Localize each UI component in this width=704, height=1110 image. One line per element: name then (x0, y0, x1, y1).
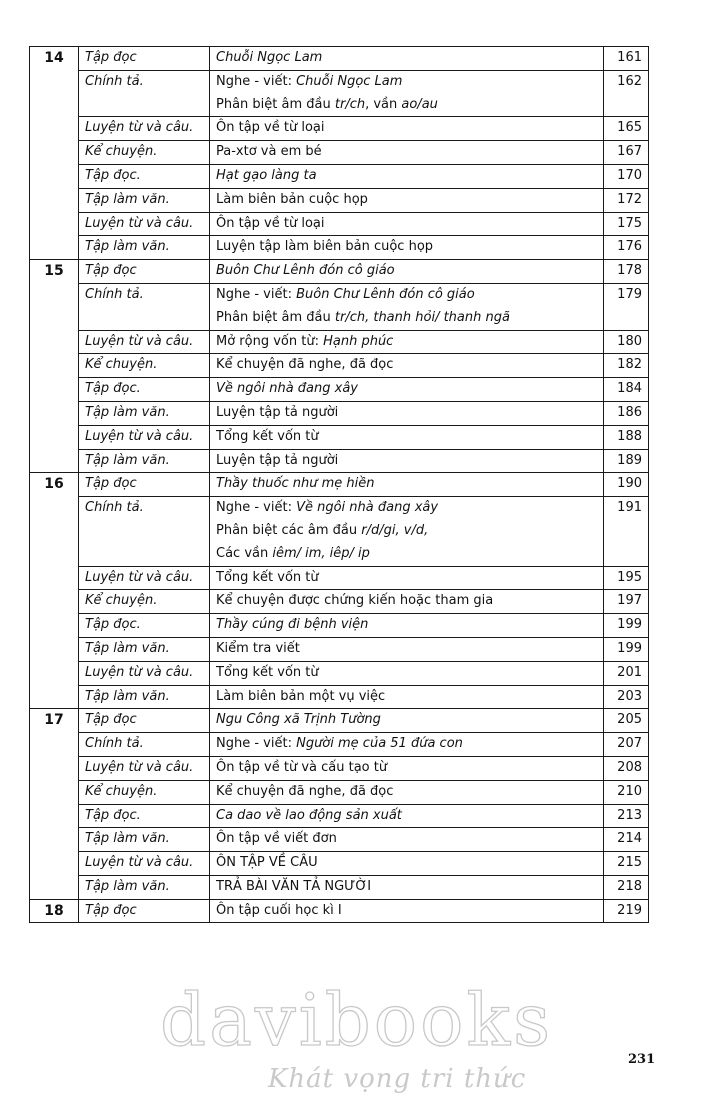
page-ref-cell: 219 (604, 899, 649, 923)
lesson-line (216, 189, 597, 212)
table-row (30, 260, 649, 284)
page-ref-cell: 195 (604, 566, 649, 590)
lesson-text: Luyện tập làm biên bản cuộc họp (216, 239, 434, 255)
page-ref-cell: 203 (604, 685, 649, 709)
lesson-line (216, 590, 597, 613)
lesson-text: Nghe - viết: (216, 500, 297, 516)
table-row (30, 899, 649, 923)
lesson-line (216, 757, 597, 780)
lesson-cell (210, 733, 604, 757)
lesson-cell (210, 449, 604, 473)
week-number: 18 (30, 899, 79, 923)
table-row (30, 212, 649, 236)
lesson-text: Thầy cúng đi bệnh viện (216, 617, 369, 633)
subject-cell: Chính tả. (79, 733, 210, 757)
page-ref-cell: 179 (604, 283, 649, 330)
lesson-cell (210, 566, 604, 590)
table-of-contents (29, 46, 649, 923)
lesson-line (216, 331, 597, 354)
lesson-line (216, 165, 597, 188)
subject-cell: Chính tả. (79, 283, 210, 330)
lesson-line (216, 236, 597, 259)
page-ref-cell: 191 (604, 497, 649, 566)
lesson-text: Ngu Công xã Trịnh Tường (216, 712, 381, 728)
table-row (30, 852, 649, 876)
lesson-text: Tổng kết vốn từ (216, 569, 319, 585)
subject-cell: Tập làm văn. (79, 188, 210, 212)
lesson-text: Các vần (216, 545, 273, 561)
page-ref-cell: 175 (604, 212, 649, 236)
lesson-text: Chuỗi Ngọc Lam (296, 73, 403, 89)
lesson-line (216, 473, 597, 496)
table-row (30, 637, 649, 661)
lesson-cell (210, 141, 604, 165)
lesson-text: Phân biệt các âm đầu (216, 522, 362, 538)
page-number: 231 (628, 1052, 656, 1067)
lesson-text: Nghe - viết: (216, 73, 297, 89)
page-ref-cell: 170 (604, 164, 649, 188)
page-ref-cell: 180 (604, 330, 649, 354)
lesson-line (216, 402, 597, 425)
table-row (30, 804, 649, 828)
week-number: 17 (30, 709, 79, 899)
lesson-text: Phân biệt âm đầu (216, 96, 335, 112)
lesson-cell (210, 661, 604, 685)
subject-cell: Tập làm văn. (79, 685, 210, 709)
table-row (30, 401, 649, 425)
lesson-line (216, 354, 597, 377)
lesson-text: Ôn tập về từ và cấu tạo từ (216, 759, 388, 775)
page-ref-cell: 165 (604, 117, 649, 141)
lesson-text: ÔN TẬP VỀ CÂU (216, 855, 318, 871)
lesson-line (216, 638, 597, 661)
subject-cell: Luyện từ và câu. (79, 330, 210, 354)
table-row (30, 709, 649, 733)
page-ref-cell: 188 (604, 425, 649, 449)
page-ref-cell: 218 (604, 875, 649, 899)
table-row (30, 590, 649, 614)
lesson-line (216, 543, 597, 566)
table-row (30, 117, 649, 141)
toc-body (30, 47, 649, 923)
subject-cell: Chính tả. (79, 497, 210, 566)
lesson-line (216, 686, 597, 709)
page-ref-cell: 161 (604, 47, 649, 71)
lesson-cell (210, 875, 604, 899)
lesson-cell (210, 852, 604, 876)
lesson-cell (210, 899, 604, 923)
week-number: 15 (30, 260, 79, 473)
subject-cell: Tập đọc (79, 899, 210, 923)
lesson-line (216, 260, 597, 283)
page-ref-cell: 172 (604, 188, 649, 212)
lesson-line (216, 733, 597, 756)
lesson-cell (210, 685, 604, 709)
page-ref-cell: 190 (604, 473, 649, 497)
page-ref-cell: 215 (604, 852, 649, 876)
lesson-cell (210, 614, 604, 638)
table-row (30, 497, 649, 566)
lesson-line (216, 828, 597, 851)
lesson-text: Phân biệt âm đầu (216, 309, 335, 325)
lesson-text: Kể chuyện đã nghe, đã đọc (216, 783, 394, 799)
lesson-line (216, 876, 597, 899)
page-ref-cell: 176 (604, 236, 649, 260)
lesson-text: Luyện tập tả người (216, 452, 339, 468)
subject-cell: Tập làm văn. (79, 449, 210, 473)
table-row (30, 283, 649, 330)
subject-cell: Luyện từ và câu. (79, 566, 210, 590)
lesson-text: Ôn tập về từ loại (216, 120, 325, 136)
subject-cell: Kể chuyện. (79, 354, 210, 378)
lesson-text: Kiểm tra viết (216, 640, 300, 656)
lesson-text: Ca dao về lao động sản xuất (216, 807, 402, 823)
lesson-cell (210, 425, 604, 449)
subject-cell: Tập đọc (79, 709, 210, 733)
table-row (30, 828, 649, 852)
lesson-line (216, 567, 597, 590)
lesson-cell (210, 354, 604, 378)
table-row (30, 780, 649, 804)
subject-cell: Luyện từ và câu. (79, 212, 210, 236)
lesson-cell (210, 117, 604, 141)
table-row (30, 425, 649, 449)
lesson-text: TRẢ BÀI VĂN TẢ NGƯỜI (216, 878, 372, 894)
page-ref-cell: 214 (604, 828, 649, 852)
subject-cell: Tập làm văn. (79, 828, 210, 852)
page-ref-cell: 189 (604, 449, 649, 473)
table-row (30, 330, 649, 354)
lesson-cell (210, 212, 604, 236)
lesson-text: , vần (365, 96, 402, 112)
lesson-cell (210, 804, 604, 828)
lesson-text: ao/au (401, 96, 438, 112)
lesson-line (216, 47, 597, 70)
page-ref-cell: 210 (604, 780, 649, 804)
table-row (30, 566, 649, 590)
table-row (30, 449, 649, 473)
lesson-text: Pa-xtơ và em bé (216, 144, 322, 160)
lesson-cell (210, 756, 604, 780)
table-row (30, 47, 649, 71)
subject-cell: Luyện từ và câu. (79, 852, 210, 876)
lesson-cell (210, 590, 604, 614)
lesson-text: Làm biên bản một vụ việc (216, 688, 386, 704)
subject-cell: Luyện từ và câu. (79, 117, 210, 141)
lesson-text: Buôn Chư Lênh đón cô giáo (216, 263, 395, 279)
page-ref-cell: 197 (604, 590, 649, 614)
lesson-line (216, 141, 597, 164)
subject-cell: Tập đọc (79, 260, 210, 284)
lesson-cell (210, 236, 604, 260)
table-row (30, 141, 649, 165)
week-number: 14 (30, 47, 79, 260)
lesson-line (216, 450, 597, 473)
lesson-text: Ôn tập cuối học kì I (216, 902, 342, 918)
subject-cell: Tập đọc. (79, 378, 210, 402)
page-ref-cell: 207 (604, 733, 649, 757)
subject-cell: Tập làm văn. (79, 236, 210, 260)
subject-cell: Kể chuyện. (79, 590, 210, 614)
page-ref-cell: 178 (604, 260, 649, 284)
lesson-line (216, 709, 597, 732)
lesson-text: Nghe - viết: (216, 736, 297, 752)
subject-cell: Tập đọc. (79, 804, 210, 828)
lesson-line (216, 781, 597, 804)
table-row (30, 756, 649, 780)
lesson-line (216, 614, 597, 637)
lesson-text: Tổng kết vốn từ (216, 428, 319, 444)
lesson-cell (210, 828, 604, 852)
lesson-line (216, 71, 597, 94)
lesson-line (216, 805, 597, 828)
lesson-text: Buôn Chư Lênh đón cô giáo (296, 286, 475, 302)
subject-cell: Tập làm văn. (79, 637, 210, 661)
lesson-line (216, 307, 597, 330)
lesson-text: Luyện tập tả người (216, 404, 339, 420)
subject-cell: Kể chuyện. (79, 780, 210, 804)
page-ref-cell: 201 (604, 661, 649, 685)
page-ref-cell: 184 (604, 378, 649, 402)
lesson-cell (210, 283, 604, 330)
subject-cell: Luyện từ và câu. (79, 425, 210, 449)
subject-cell: Tập làm văn. (79, 401, 210, 425)
lesson-line (216, 900, 597, 923)
subject-cell: Tập đọc (79, 473, 210, 497)
week-number: 16 (30, 473, 79, 709)
page-ref-cell: 205 (604, 709, 649, 733)
subject-cell: Luyện từ và câu. (79, 756, 210, 780)
subject-cell: Tập đọc (79, 47, 210, 71)
subject-cell: Kể chuyện. (79, 141, 210, 165)
table-row (30, 236, 649, 260)
page-ref-cell: 213 (604, 804, 649, 828)
lesson-text: tr/ch (334, 96, 366, 112)
lesson-text: Người mẹ của 51 đứa con (296, 736, 463, 752)
lesson-cell (210, 260, 604, 284)
lesson-cell (210, 47, 604, 71)
lesson-text: Tổng kết vốn từ (216, 664, 319, 680)
lesson-text: Về ngôi nhà đang xây (296, 500, 439, 516)
lesson-line (216, 520, 597, 543)
lesson-text: Kể chuyện đã nghe, đã đọc (216, 357, 394, 373)
watermark-logo: davibooks (160, 978, 554, 1062)
lesson-line (216, 426, 597, 449)
table-row (30, 661, 649, 685)
lesson-text: Hạnh phúc (323, 333, 394, 349)
lesson-cell (210, 473, 604, 497)
subject-cell: Tập đọc. (79, 164, 210, 188)
lesson-text: Về ngôi nhà đang xây (216, 381, 358, 397)
lesson-text: r/d/gi, v/d, (361, 522, 429, 538)
subject-cell: Luyện từ và câu. (79, 661, 210, 685)
lesson-cell (210, 497, 604, 566)
page-ref-cell: 162 (604, 70, 649, 117)
table-row (30, 164, 649, 188)
lesson-line (216, 284, 597, 307)
lesson-text: Chuỗi Ngọc Lam (216, 50, 323, 65)
table-row (30, 70, 649, 117)
lesson-line (216, 94, 597, 117)
lesson-cell (210, 378, 604, 402)
table-row (30, 875, 649, 899)
lesson-cell (210, 709, 604, 733)
table-row (30, 188, 649, 212)
page-ref-cell: 186 (604, 401, 649, 425)
lesson-cell (210, 780, 604, 804)
lesson-text: Thầy thuốc như mẹ hiền (216, 476, 375, 492)
lesson-cell (210, 164, 604, 188)
page-ref-cell: 199 (604, 637, 649, 661)
lesson-text: Nghe - viết: (216, 286, 297, 302)
lesson-cell (210, 401, 604, 425)
page-ref-cell: 182 (604, 354, 649, 378)
lesson-text: Ôn tập về viết đơn (216, 831, 337, 847)
lesson-cell (210, 188, 604, 212)
table-row (30, 733, 649, 757)
lesson-text: tr/ch, thanh hỏi/ thanh ngã (334, 309, 510, 325)
lesson-cell (210, 330, 604, 354)
page-ref-cell: 199 (604, 614, 649, 638)
lesson-text: Hạt gạo làng ta (216, 167, 317, 183)
lesson-line (216, 117, 597, 140)
page-ref-cell: 208 (604, 756, 649, 780)
table-row (30, 614, 649, 638)
lesson-text: Làm biên bản cuộc họp (216, 191, 368, 207)
lesson-line (216, 497, 597, 520)
lesson-line (216, 378, 597, 401)
lesson-line (216, 852, 597, 875)
subject-cell: Tập đọc. (79, 614, 210, 638)
lesson-text: Ôn tập về từ loại (216, 215, 325, 231)
lesson-text: Kể chuyện được chứng kiến hoặc tham gia (216, 593, 494, 609)
watermark-slogan: Khát vọng tri thức (268, 1064, 527, 1094)
lesson-text: iêm/ im, iêp/ ip (272, 545, 370, 561)
lesson-line (216, 213, 597, 236)
lesson-cell (210, 70, 604, 117)
table-row (30, 685, 649, 709)
table-row (30, 378, 649, 402)
lesson-cell (210, 637, 604, 661)
page-ref-cell: 167 (604, 141, 649, 165)
subject-cell: Chính tả. (79, 70, 210, 117)
lesson-text: Mở rộng vốn từ: (216, 333, 324, 349)
subject-cell: Tập làm văn. (79, 875, 210, 899)
table-row (30, 473, 649, 497)
lesson-line (216, 662, 597, 685)
table-row (30, 354, 649, 378)
